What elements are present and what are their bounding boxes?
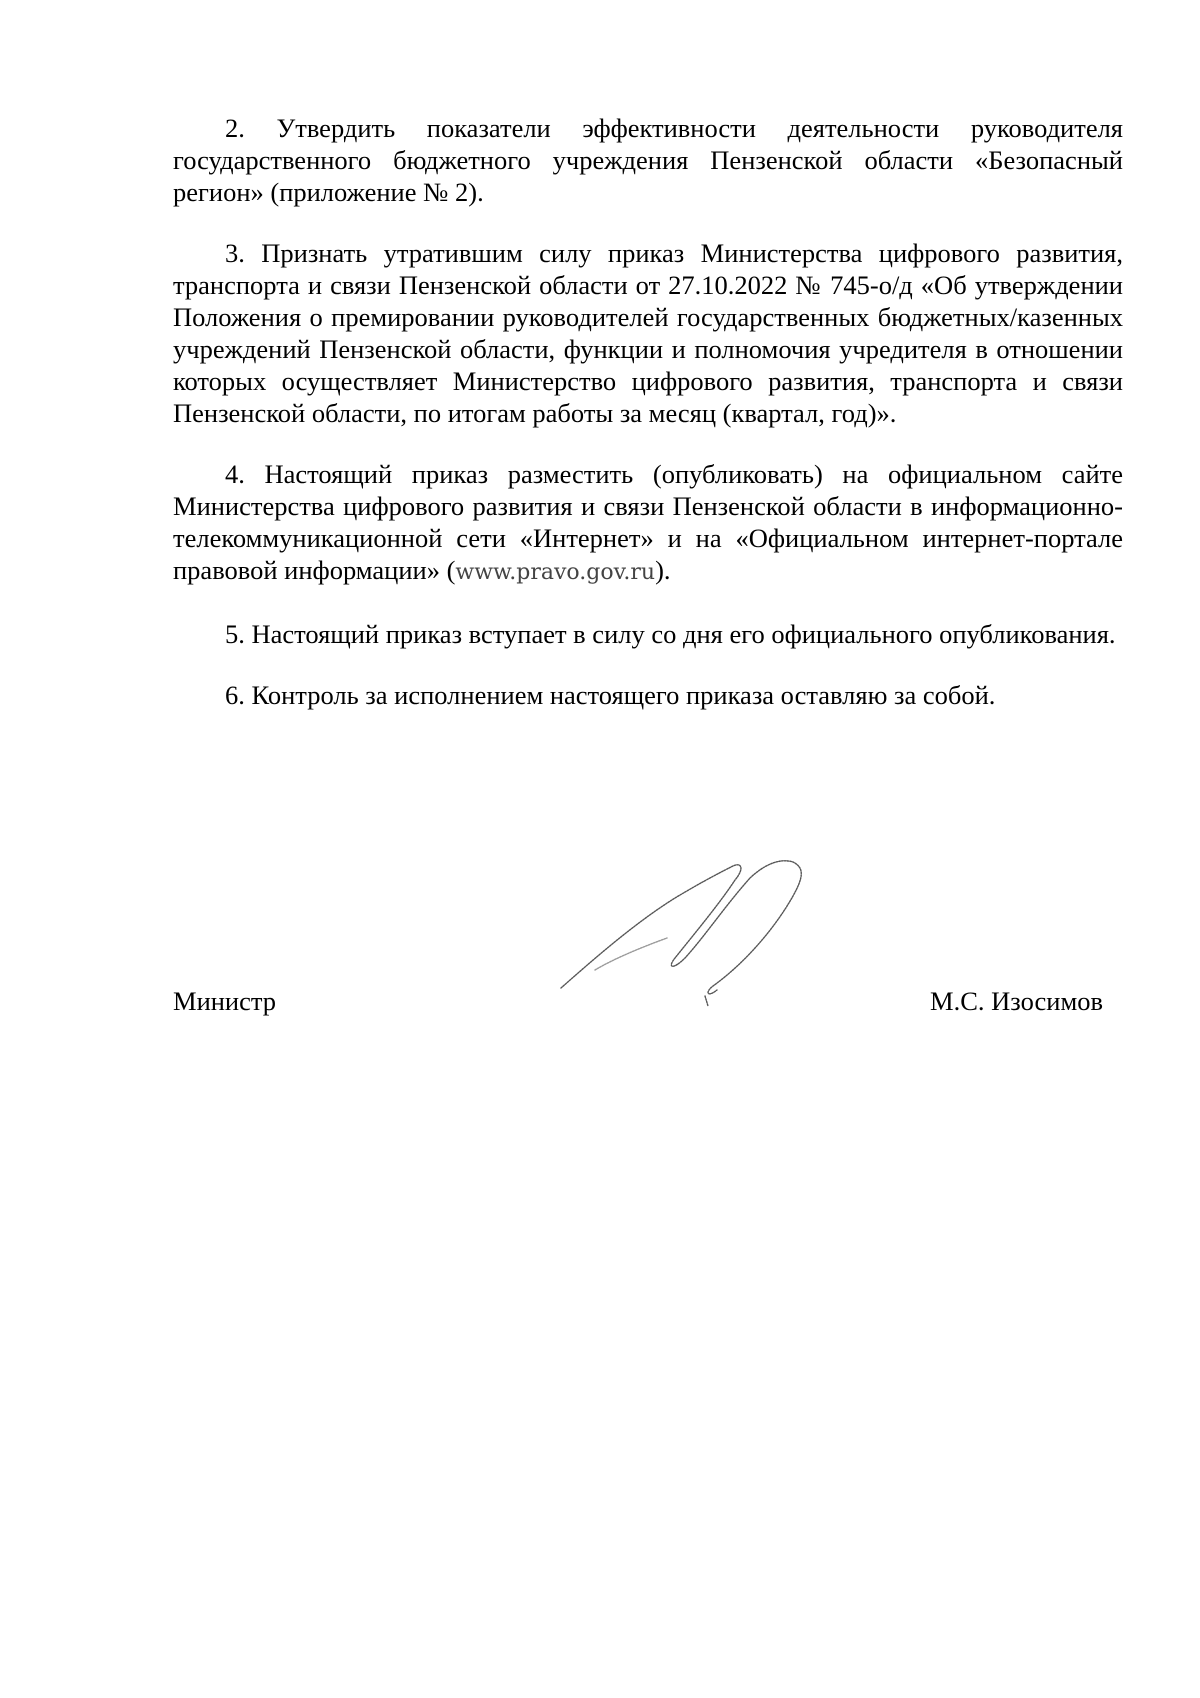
paragraph-3: 3. Признать утратившим силу приказ Министерства цифрового развития, транспорта и связи Пензенской области от 27.10.2022 № 745-о/д «Об утверждении Положения о премировании руководителей государственных бюджетных/казенных учреждений Пензенской области, функции и полномочия учредителя в отношении которых осуществляет Министерство цифрового развития, транспорта и связи Пензенской области, по итогам работы за месяц (квартал, год)». xyxy=(173,238,1123,428)
paragraph-4 xyxy=(173,458,1123,589)
paragraph-6: 6. Контроль за исполнением настоящего приказа оставляю за собой. xyxy=(225,680,996,710)
paragraph-5: 5. Настоящий приказ вступает в силу со дня его официального опубликования. xyxy=(225,619,1116,649)
signatory-title: Министр xyxy=(173,986,277,1016)
paragraph-2: 2. Утвердить показатели эффективности деятельности руководителя государственного бюджетного учреждения Пензенской области «Безопасный регион» (приложение № 2). xyxy=(173,113,1123,207)
paragraph-4-text: 4. Настоящий приказ разместить (опубликовать) на официальном сайте Министерства цифрового развития и связи Пензенской области в информационно-телекоммуникационной сети «Интернет» и на «Официальном интернет-портале правовой информации» ( xyxy=(173,459,1123,585)
paragraph-4-end: ). xyxy=(655,555,671,585)
signature-block xyxy=(173,985,1103,1025)
pravo-url-link[interactable]: www.pravo.gov.ru xyxy=(455,560,656,585)
document-body xyxy=(173,112,1123,740)
signatory-name: М.С. Изосимов xyxy=(930,986,1103,1016)
